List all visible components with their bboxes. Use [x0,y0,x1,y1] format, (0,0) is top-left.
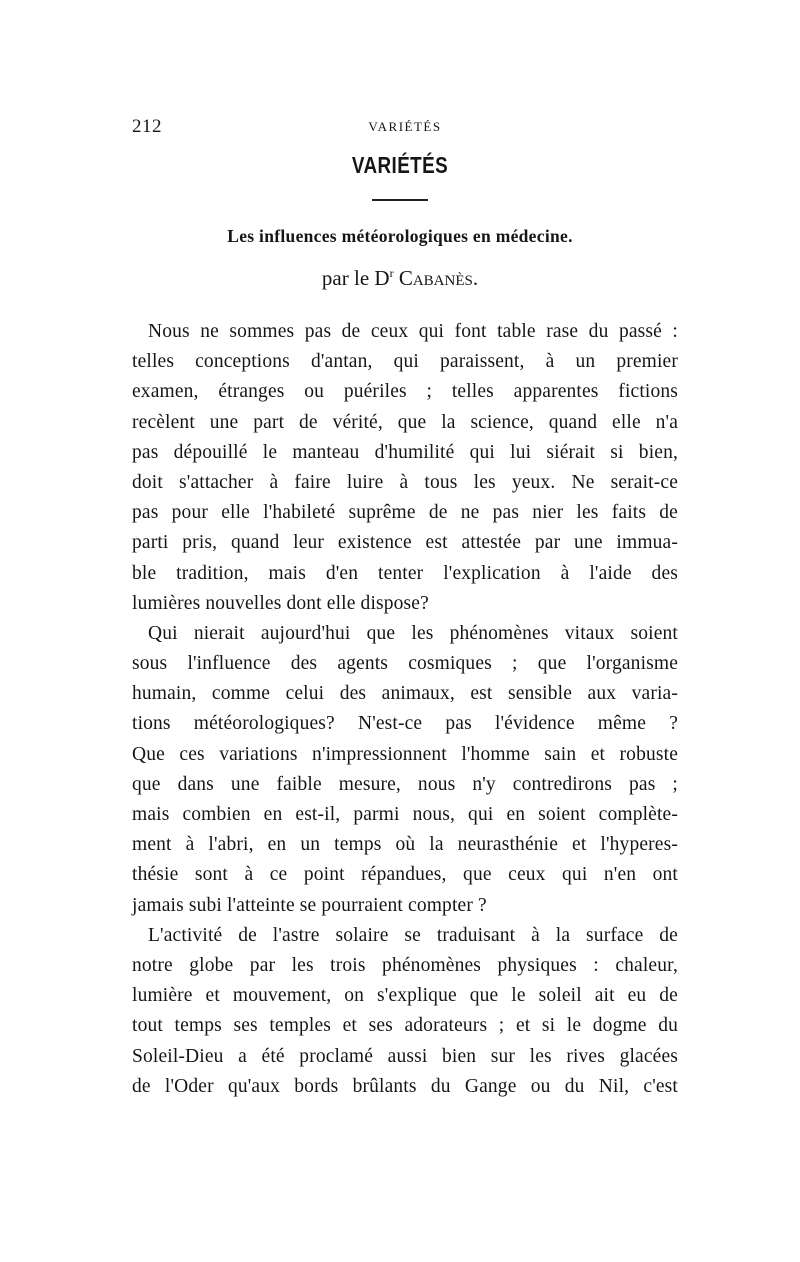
text-line: doit s'attacher à faire luire à tous les yeux. Ne serait-ce [132,471,678,493]
section-title: VARIÉTÉS [351,152,449,178]
text-line: telles conceptions d'antan, qui paraissent, à un premier [132,351,678,373]
text-line: pas pour elle l'habileté suprême de ne pas nier les faits de [132,502,678,524]
text-line: humain, comme celui des animaux, est sensible aux varia- [132,683,678,705]
text-line: sous l'influence des agents cosmiques ; que l'organisme [132,653,678,675]
text-line: pas dépouillé le manteau d'humilité qui lui siérait si bien, [132,441,678,463]
byline [0,266,800,291]
text-line: ble tradition, mais d'en tenter l'explication à l'aide des [132,562,678,584]
running-title: VARIÉTÉS [368,119,442,134]
page-number: 212 [132,116,162,137]
text-line: lumière et mouvement, on s'explique que le soleil ait eu de [132,985,678,1007]
text-line: thésie sont à ce point répandues, que ceux qui n'en ont [132,864,678,886]
text-line: Qui nierait aujourd'hui que les phénomènes vitaux soient [148,622,678,644]
text-line: tout temps ses temples et ses adorateurs ; et si le dogme du [132,1015,678,1037]
article-title: Les influences météorologiques en médecine. [227,226,573,246]
text-line: ment à l'abri, en un temps où la neurasthénie et l'hyperes- [132,834,678,856]
text-line: Soleil-Dieu a été proclamé aussi bien sur les rives glacées [132,1045,678,1067]
text-line: que dans une faible mesure, nous n'y contredirons pas ; [132,773,678,795]
text-line: Nous ne sommes pas de ceux qui font table rase du passé : [148,321,678,342]
text-line: jamais subi l'atteinte se pourraient compter ? [132,894,487,916]
text-line: tions météorologiques? N'est-ce pas l'évidence même ? [132,713,678,735]
text-line: L'activité de l'astre solaire se traduisant à la surface de [148,924,678,946]
text-line: parti pris, quand leur existence est attestée par une immua- [132,532,678,554]
byline-prefix: par le D [321,266,390,290]
text-line: notre globe par les trois phénomènes physiques : chaleur, [132,954,678,976]
running-head [132,116,678,138]
text-line: examen, étranges ou puériles ; telles apparentes fictions [132,381,678,403]
author-name: Cabanès. [398,266,479,290]
text-line: Que ces variations n'impressionnent l'homme sain et robuste [132,743,678,765]
text-line: lumières nouvelles dont elle dispose? [132,592,429,614]
body-text [132,317,678,1102]
text-line: de l'Oder qu'aux bords brûlants du Gange ou du Nil, c'est [132,1075,678,1097]
byline-superscript: r [389,266,394,280]
text-line: mais combien en est-il, parmi nous, qui en soient complète- [132,804,678,825]
text-line: recèlent une part de vérité, que la science, quand elle n'a [132,411,678,433]
title-rule [372,199,428,201]
